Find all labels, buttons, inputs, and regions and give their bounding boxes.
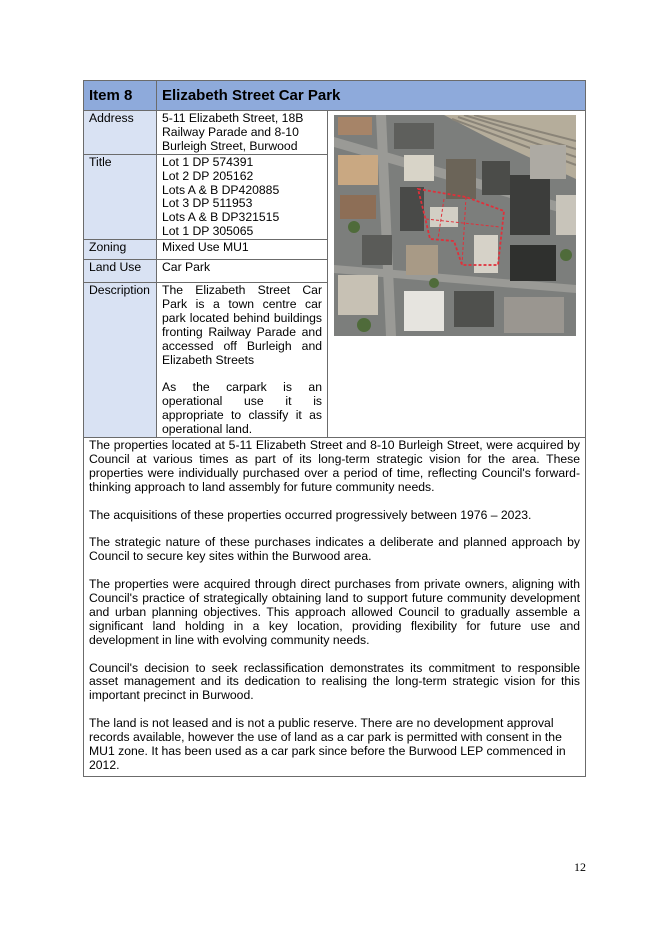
body-paragraph: The land is not leased and is not a public reserve. There are no development approval records available, however the use of land as a car park is permitted with consent in the MU1 zone. It has been used as a car park since before the Burwood LEP commenced in 2012. — [89, 716, 566, 772]
zoning-value: Mixed Use MU1 — [157, 240, 328, 260]
description-paragraph: As the carpark is an operational use it is appropriate to classify it as operational land. — [162, 380, 322, 437]
body-paragraph: Council's decision to seek reclassification demonstrates its commitment to responsible asset management and its dedication to realising the long-term strategic vision for this important precinct in Burwood. — [89, 660, 580, 703]
address-line: 5-11 Elizabeth Street, 18B — [162, 111, 304, 125]
address-row — [84, 111, 586, 155]
body-paragraph: The properties located at 5-11 Elizabeth Street and 8-10 Burleigh Street, were acquired by Council at various times as part of its long-term strategic vision for the area. These properties were individually purchased over a period of time, reflecting Council's forward-thinking approach to land assembly for future community needs. — [89, 438, 580, 494]
property-table — [83, 80, 586, 777]
lot-line: Lots A & B DP420885 — [162, 182, 280, 197]
title-label: Title — [84, 154, 157, 239]
land-use-value: Car Park — [157, 260, 328, 283]
lot-line: Lot 2 DP 205162 — [162, 168, 254, 183]
body-row — [84, 438, 586, 777]
body-paragraph: The properties were acquired through direct purchases from private owners, aligning with Council's practice of strategically obtaining land to support future community development and urban planning objectives. This approach allowed Council to gradually assemble a significant land holding in a key location, providing flexibility for future use and development in line with evolving community needs. — [89, 577, 580, 647]
lot-line: Lot 1 DP 574391 — [162, 154, 254, 169]
address-line: Railway Parade and 8-10 — [162, 124, 299, 139]
item-title: Elizabeth Street Car Park — [157, 81, 586, 111]
title-value — [157, 154, 328, 239]
aerial-photo — [334, 115, 576, 336]
body-paragraph: The strategic nature of these purchases indicates a deliberate and planned approach by Council to secure key sites within the Burwood area. — [89, 535, 580, 564]
lot-line: Lots A & B DP321515 — [162, 210, 280, 225]
header-row — [84, 81, 586, 111]
aerial-photo-cell — [328, 111, 586, 438]
land-use-label: Land Use — [84, 260, 157, 283]
address-value — [157, 111, 328, 155]
page-number: 12 — [574, 860, 586, 874]
description-value — [157, 283, 328, 438]
lot-line: Lot 3 DP 511953 — [162, 196, 253, 211]
body-text — [84, 438, 586, 777]
description-label: Description — [84, 283, 157, 438]
address-label: Address — [84, 111, 157, 155]
item-number: Item 8 — [84, 81, 157, 111]
address-line: Burleigh Street, Burwood — [162, 138, 298, 153]
lot-line: Lot 1 DP 305065 — [162, 224, 254, 239]
description-paragraph: The Elizabeth Street Car Park is a town centre car park located behind buildings fronting Railway Parade and accessed off Burleigh and Elizabeth Streets — [162, 283, 322, 367]
body-paragraph: The acquisitions of these properties occurred progressively between 1976 – 2023. — [89, 507, 532, 522]
zoning-label: Zoning — [84, 240, 157, 260]
